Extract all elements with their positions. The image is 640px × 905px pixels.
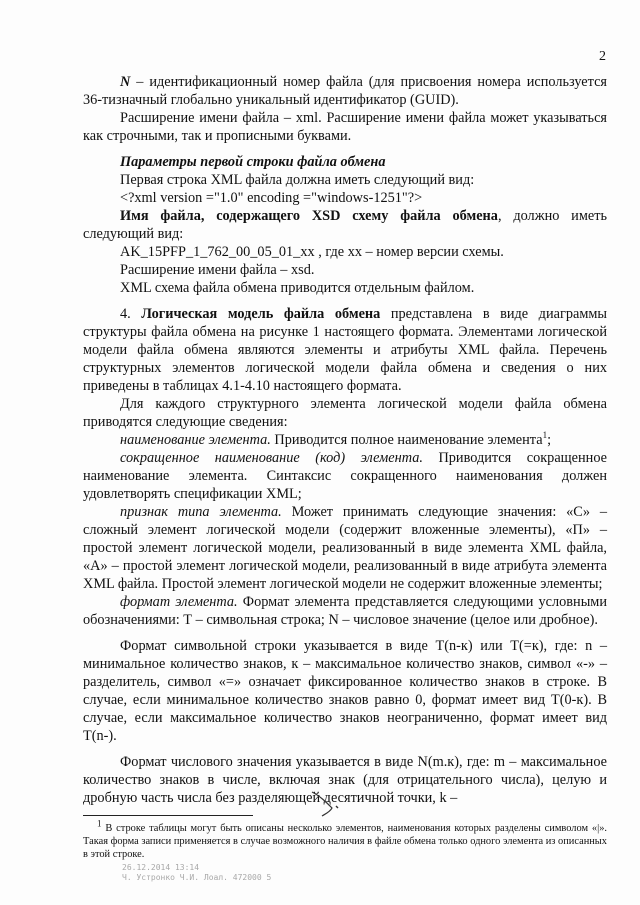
- footnote-ref: 1: [542, 430, 548, 441]
- paragraph-logical-model: [83, 305, 607, 395]
- element-type-rest: Может принимать следующие значения: «С» – сложный элемент логической модели (содержит вложенные элементы), «П» – простой элемент логической модели, реализованный в виде элемента XML файла, «А» – простой элемент логической модели, реализованный в виде атрибута элемента XML файла. Простой элемент логической модели не содержит вложенные элементы;: [83, 504, 607, 592]
- element-name-term: наименование элемента.: [120, 432, 271, 448]
- paragraph-number-format: Формат числового значения указывается в виде N(m.к), где: m – максимальное количество знаков в числе, включая знак (для отрицательного числа), целую и дробную часть числа без разделяющей десятичной точки, k –: [83, 754, 607, 806]
- logical-model-rest: представлена в виде диаграммы структуры файла обмена на рисунке 1 настоящего формата. Элементами логической модели файла обмена являются элементы и атрибуты XML файла. Перечень структурных элементов логической модели файла обмена и сведения о них приведены в таблицах 4.1-4.10 настоящего формата.: [83, 306, 608, 394]
- paragraph-xsd-filename: [83, 207, 607, 243]
- stamp-signature: Ч. Устронко Ч.И. Лоал. 472000 5: [122, 873, 272, 882]
- pen-mark: [308, 786, 348, 818]
- paragraph-element-name: [83, 431, 607, 449]
- page-number: 2: [599, 49, 606, 64]
- footnote-text: В строке таблицы могут быть описаны несколько элементов, наименования которых разделены символом «|». Такая форма записи применяется в случае возможного наличия в файле обмена только одного элемента из описанных в этой строке.: [83, 823, 607, 860]
- element-type-term: признак типа элемента.: [120, 504, 282, 520]
- paragraph-xsd-extension: Расширение имени файла – xsd.: [120, 262, 315, 278]
- element-format-rest: Формат элемента представляется следующими условными обозначениями: Т – символьная строка; N – числовое значение (целое или дробное).: [83, 594, 608, 628]
- element-format-term: формат элемента.: [120, 594, 238, 610]
- file-id-description: – идентификационный номер файла (для присвоения номера используется 36-тизначный глобально уникальный идентификатор (GUID).: [83, 74, 607, 108]
- file-id-symbol: N: [120, 74, 131, 90]
- logical-model-label: Логическая модель файла обмена: [141, 306, 381, 322]
- paragraph-element-type: [83, 503, 607, 593]
- element-code-rest: Приводится сокращенное наименование элемента. Синтаксис сокращенного наименования должен удовлетворять спецификации XML;: [83, 450, 607, 502]
- stamp-date: 26.12.2014 13:14: [122, 863, 200, 872]
- element-name-rest: Приводится полное наименование элемента: [270, 432, 543, 448]
- section-number: 4.: [120, 306, 142, 322]
- xsd-filename-rest: , должно иметь следующий вид:: [83, 208, 607, 242]
- xsd-filename-label: Имя файла, содержащего XSD схему файла обмена: [120, 208, 498, 224]
- heading-text: Параметры первой строки файла обмена: [120, 154, 386, 170]
- page-body: [83, 73, 607, 807]
- faint-stamp: [122, 863, 271, 883]
- footnote-marker: 1: [97, 818, 102, 829]
- section-heading-first-line: [83, 153, 607, 171]
- paragraph-string-format: Формат символьной строки указывается в виде Т(n-к) или Т(=к), где: n – минимальное количество знаков, к – максимальное количество знаков, символ «-» – разделитель, символ «=» означает фиксированное количество знаков в строке. В случае, если минимальное количество знаков равно 0, формат имеет вид Т(0-к). В случае, если максимальное количество знаков неограниченно, формат имеет вид Т(n-).: [83, 638, 607, 744]
- paragraph-element-code: [83, 449, 607, 503]
- paragraph-xml-extension: Расширение имени файла – xml. Расширение имени файла может указываться как строчными, так и прописными буквами.: [83, 110, 607, 144]
- paragraph-xsd-name-pattern: AK_15PFP_1_762_00_05_01_xx , где хх – номер версии схемы.: [120, 244, 504, 260]
- element-code-term: сокращенное наименование (код) элемента.: [120, 450, 423, 466]
- paragraph-xml-schema-note: XML схема файла обмена приводится отдельным файлом.: [120, 280, 475, 296]
- footnote-divider: [83, 815, 253, 816]
- paragraph-file-id: [83, 73, 607, 109]
- paragraph-element-format: [83, 593, 607, 629]
- paragraph-first-line-intro: Первая строка XML файла должна иметь следующий вид:: [120, 172, 475, 188]
- element-name-tail: ;: [547, 432, 552, 448]
- paragraph-element-info-intro: Для каждого структурного элемента логической модели файла обмена приводятся следующие сведения:: [83, 396, 607, 430]
- paragraph-xml-declaration: <?xml version ="1.0" encoding ="windows-1251"?>: [120, 190, 423, 206]
- footnote: [83, 818, 607, 861]
